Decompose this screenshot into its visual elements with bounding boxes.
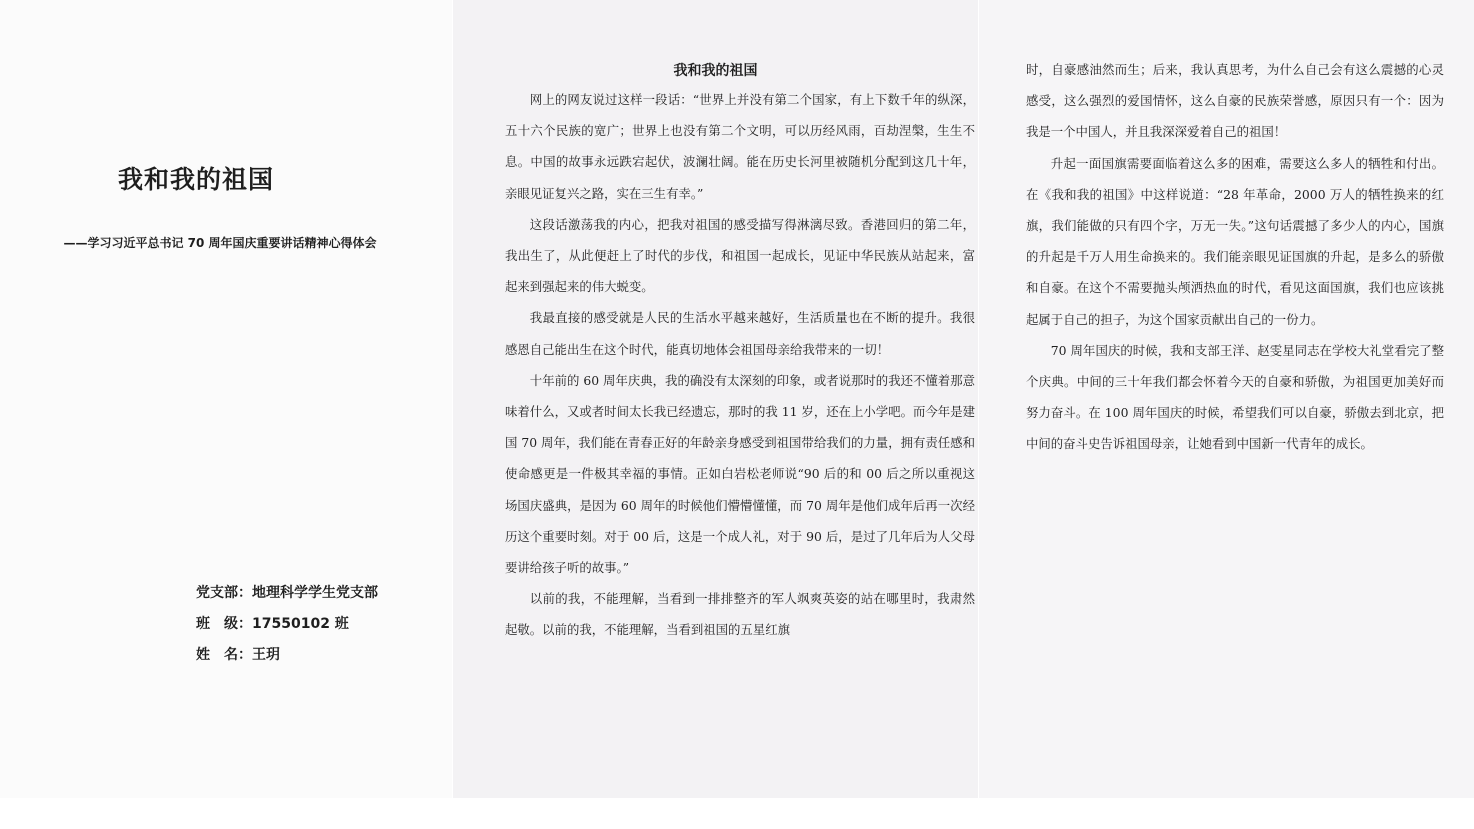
cover-meta	[196, 578, 378, 671]
body-page-1	[453, 0, 978, 798]
meta-value: 地理科学学生党支部	[252, 585, 378, 601]
paragraph: 时，自豪感油然而生；后来，我认真思考，为什么自己会有这么震撼的心灵感受，这么强烈的爱国情怀，这么自豪的民族荣誉感，原因只有一个：因为我是一个中国人，并且我深深爱着自己的祖国！	[1026, 62, 1444, 140]
cover-page	[0, 0, 452, 798]
paragraph: 我最直接的感受就是人民的生活水平越来越好，生活质量也在不断的提升。我很感恩自己能出生在这个时代，能真切地体会祖国母亲给我带来的一切！	[505, 310, 975, 357]
cover-subtitle: ——学习习近平总书记 70 周年国庆重要讲话精神心得体会	[63, 236, 377, 250]
page-heading: 我和我的祖国	[673, 63, 758, 79]
meta-label: 姓 名：	[196, 647, 252, 663]
meta-name-row	[196, 640, 378, 671]
meta-value: 王玥	[252, 647, 280, 663]
paragraph: 网上的网友说过这样一段话：“世界上并没有第二个国家，有上下数千年的纵深，五十六个民族的宽广；世界上也没有第二个文明，可以历经风雨，百劫涅槃，生生不息。中国的故事永远跌宕起伏，波澜壮阔。能在历史长河里被随机分配到这几十年，亲眼见证复兴之路，实在三生有幸。”	[505, 92, 975, 201]
meta-branch-row	[196, 578, 378, 609]
body-page-2	[979, 0, 1474, 798]
paragraph: 70 周年国庆的时候，我和支部王洋、赵雯星同志在学校大礼堂看完了整个庆典。中间的三十年我们都会怀着今天的自豪和骄傲，为祖国更加美好而努力奋斗。在 100 周年国庆的时候，希望我们可以自豪，骄傲去到北京，把中间的奋斗史告诉祖国母亲，让她看到中国新一代青年的成长。	[1026, 342, 1444, 452]
meta-class-row	[196, 609, 378, 640]
meta-label: 班 级：	[196, 616, 252, 632]
cover-title: 我和我的祖国	[117, 165, 274, 194]
paragraph: 以前的我，不能理解，当看到一排排整齐的军人飒爽英姿的站在哪里时，我肃然起敬。以前的我，不能理解，当看到祖国的五星红旗	[505, 591, 975, 638]
bottom-margin	[0, 798, 1474, 829]
body-text	[505, 84, 975, 646]
paragraph: 十年前的 60 周年庆典，我的确没有太深刻的印象，或者说那时的我还不懂着那意味着什么，又或者时间太长我已经遗忘，那时的我 11 岁，还在上小学吧。而今年是建国 70 周年，我们能在青春正好的年龄亲身感受到祖国带给我们的力量，拥有责任感和使命感更是一件极其幸福的事情。正如白岩松老师说“90 后的和 00 后之所以重视这场国庆盛典，是因为 60 周年的时候他们懵懵懂懂，而 70 周年是他们成年后再一次经历这个重要时刻。对于 00 后，这是一个成人礼，对于 90 后，是过了几年后为人父母要讲给孩子听的故事。”	[505, 372, 975, 576]
meta-label: 党支部：	[196, 585, 252, 601]
paragraph: 这段话激荡我的内心，把我对祖国的感受描写得淋漓尽致。香港回归的第二年，我出生了，从此便赶上了时代的步伐，和祖国一起成长，见证中华民族从站起来，富起来到强起来的伟大蜕变。	[505, 216, 975, 295]
body-text	[1026, 54, 1444, 460]
meta-value: 17550102 班	[252, 616, 349, 632]
paragraph: 升起一面国旗需要面临着这么多的困难，需要这么多人的牺牲和付出。在《我和我的祖国》中这样说道：“28 年革命，2000 万人的牺牲换来的红旗，我们能做的只有四个字，万无一失。”这句话震撼了多少人的内心，国旗的升起是千万人用生命换来的。我们能亲眼见证国旗的升起，是多么的骄傲和自豪。在这个不需要抛头颅洒热血的时代，看见这面国旗，我们也应该挑起属于自己的担子，为这个国家贡献出自己的一份力。	[1026, 155, 1444, 327]
